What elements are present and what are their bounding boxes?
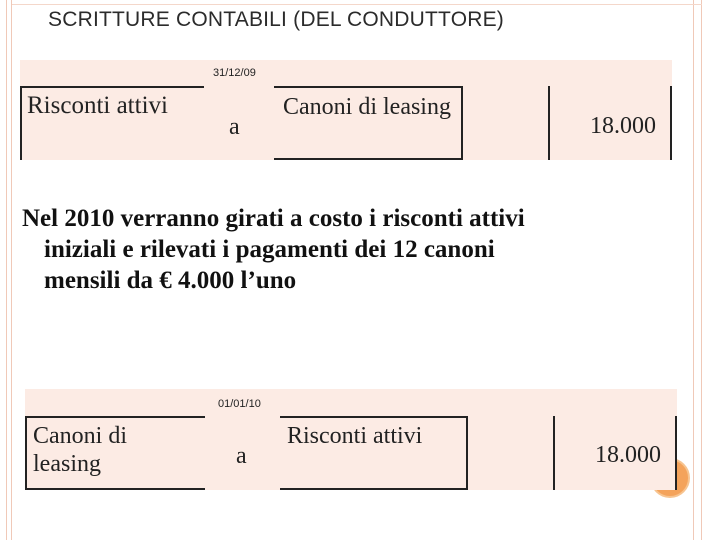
empty-cell — [468, 416, 553, 490]
explanation-line-1: Nel 2010 verranno girati a costo i risconti attivi — [22, 205, 525, 232]
entry-header-band — [20, 60, 672, 86]
slide-frame-left — [2, 0, 12, 540]
slide-frame-top — [12, 4, 702, 5]
explanation-line-3: mensili da € 4.000 l’uno — [44, 267, 297, 294]
entry-date: 31/12/09 — [213, 67, 256, 79]
entry-date: 01/01/10 — [218, 398, 261, 410]
connector-text: a — [229, 114, 240, 140]
slide-title: SCRITTURE CONTABILI (DEL CONDUTTORE) — [48, 8, 505, 31]
empty-cell — [463, 86, 548, 160]
slide-frame-right — [693, 0, 703, 540]
debit-account: Canoni di leasing — [33, 423, 127, 477]
connector-text: a — [236, 443, 247, 469]
explanation-paragraph — [22, 203, 682, 296]
debit-account: Risconti attivi — [27, 92, 168, 119]
credit-account: Risconti attivi — [287, 423, 423, 449]
credit-account: Canoni di leasing — [283, 94, 451, 120]
explanation-line-2: iniziali e rilevati i pagamenti dei 12 canoni — [44, 236, 495, 263]
entry-header-band — [25, 389, 677, 416]
amount: 18.000 — [590, 113, 656, 139]
amount: 18.000 — [595, 442, 661, 468]
